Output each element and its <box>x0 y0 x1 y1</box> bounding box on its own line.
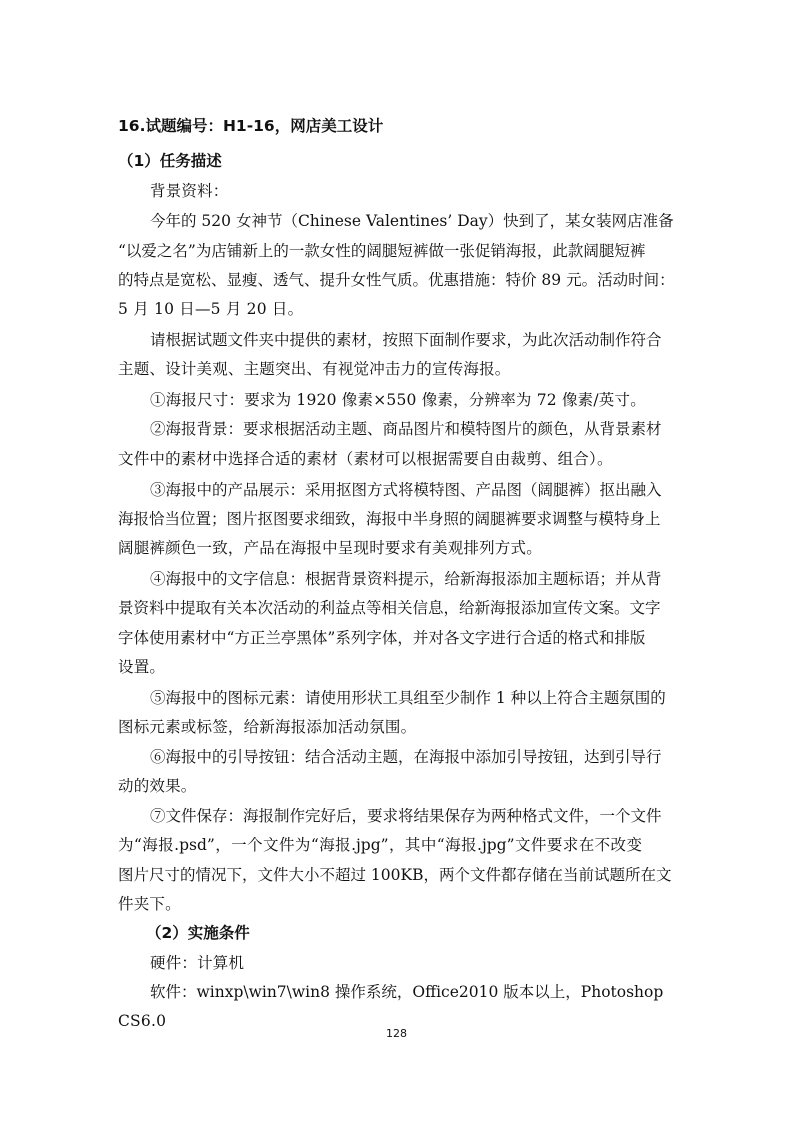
paragraph-line: 图片尺寸的情况下，文件大小不超过 100KB，两个文件都存储在当前试题所在文 <box>118 866 672 884</box>
paragraph-line: 5 月 10 日—5 月 20 日。 <box>118 300 304 318</box>
section-heading-task: （1）任务描述 <box>118 152 222 170</box>
paragraph-line: 为“海报.psd”，一个文件为“海报.jpg”，其中“海报.jpg”文件要求在不改变 <box>118 836 642 854</box>
paragraph-line: 主题、设计美观、主题突出、有视觉冲击力的宣传海报。 <box>118 360 511 378</box>
paragraph-line: 图标元素或标签，给新海报添加活动氛围。 <box>118 718 417 736</box>
page-number: 128 <box>386 1027 407 1040</box>
requirement-item-5: ⑤海报中的图标元素：请使用形状工具组至少制作 1 种以上符合主题氛围的 <box>150 689 666 707</box>
requirement-item-6: ⑥海报中的引导按钮：结合活动主题，在海报中添加引导按钮，达到引导行 <box>150 748 662 766</box>
requirement-item-7: ⑦文件保存：海报制作完好后，要求将结果保存为两种格式文件，一个文件 <box>150 807 662 825</box>
paragraph-line: 景资料中提取有关本次活动的利益点等相关信息，给新海报添加宣传文案。文字 <box>118 599 661 617</box>
hardware-line: 硬件：计算机 <box>150 954 245 972</box>
paragraph-line: “以爱之名”为店铺新上的一款女性的阔腿短裤做一张促销海报，此款阔腿短裤 <box>118 242 646 260</box>
paragraph-line: 请根据试题文件夹中提供的素材，按照下面制作要求，为此次活动制作符合 <box>150 331 662 349</box>
paragraph-line: 设置。 <box>118 658 166 676</box>
paragraph-line: 字体使用素材中“方正兰亭黑体”系列字体，并对各文字进行合适的格式和排版 <box>118 629 646 647</box>
paragraph-line: 动的效果。 <box>118 777 197 795</box>
paragraph-line: 文件中的素材中选择合适的素材（素材可以根据需要自由裁剪、组合）。 <box>118 450 613 468</box>
requirement-item-3: ③海报中的产品展示：采用抠图方式将模特图、产品图（阔腿裤）抠出融入 <box>150 481 662 499</box>
question-title: 16.试题编号：H1-16，网店美工设计 <box>118 117 384 135</box>
paragraph-line: CS6.0 <box>118 1012 167 1030</box>
paragraph-line: 的特点是宽松、显瘦、透气、提升女性气质。优惠措施：特价 89 元。活动时间： <box>118 271 675 289</box>
paragraph-line: 海报恰当位置；图片抠图要求细致，海报中半身照的阔腿裤要求调整与模特身上 <box>118 510 661 528</box>
software-line: 软件：winxp\win7\win8 操作系统，Office2010 版本以上，Photoshop <box>150 983 664 1001</box>
section-heading-conditions: （2）实施条件 <box>146 924 250 942</box>
requirement-item-2: ②海报背景：要求根据活动主题、商品图片和模特图片的颜色，从背景素材 <box>150 420 662 438</box>
paragraph-line: 件夹下。 <box>118 895 181 913</box>
requirement-item-4: ④海报中的文字信息：根据背景资料提示，给新海报添加主题标语；并从背 <box>150 570 662 588</box>
requirement-item-1: ①海报尺寸：要求为 1920 像素×550 像素，分辨率为 72 像素/英寸。 <box>150 391 646 409</box>
paragraph-line: 今年的 520 女神节（Chinese Valentines’ Day）快到了，某女装网店准备 <box>150 212 674 230</box>
paragraph-line: 阔腿裤颜色一致，产品在海报中呈现时要求有美观排列方式。 <box>118 539 542 557</box>
background-label: 背景资料： <box>150 182 229 200</box>
